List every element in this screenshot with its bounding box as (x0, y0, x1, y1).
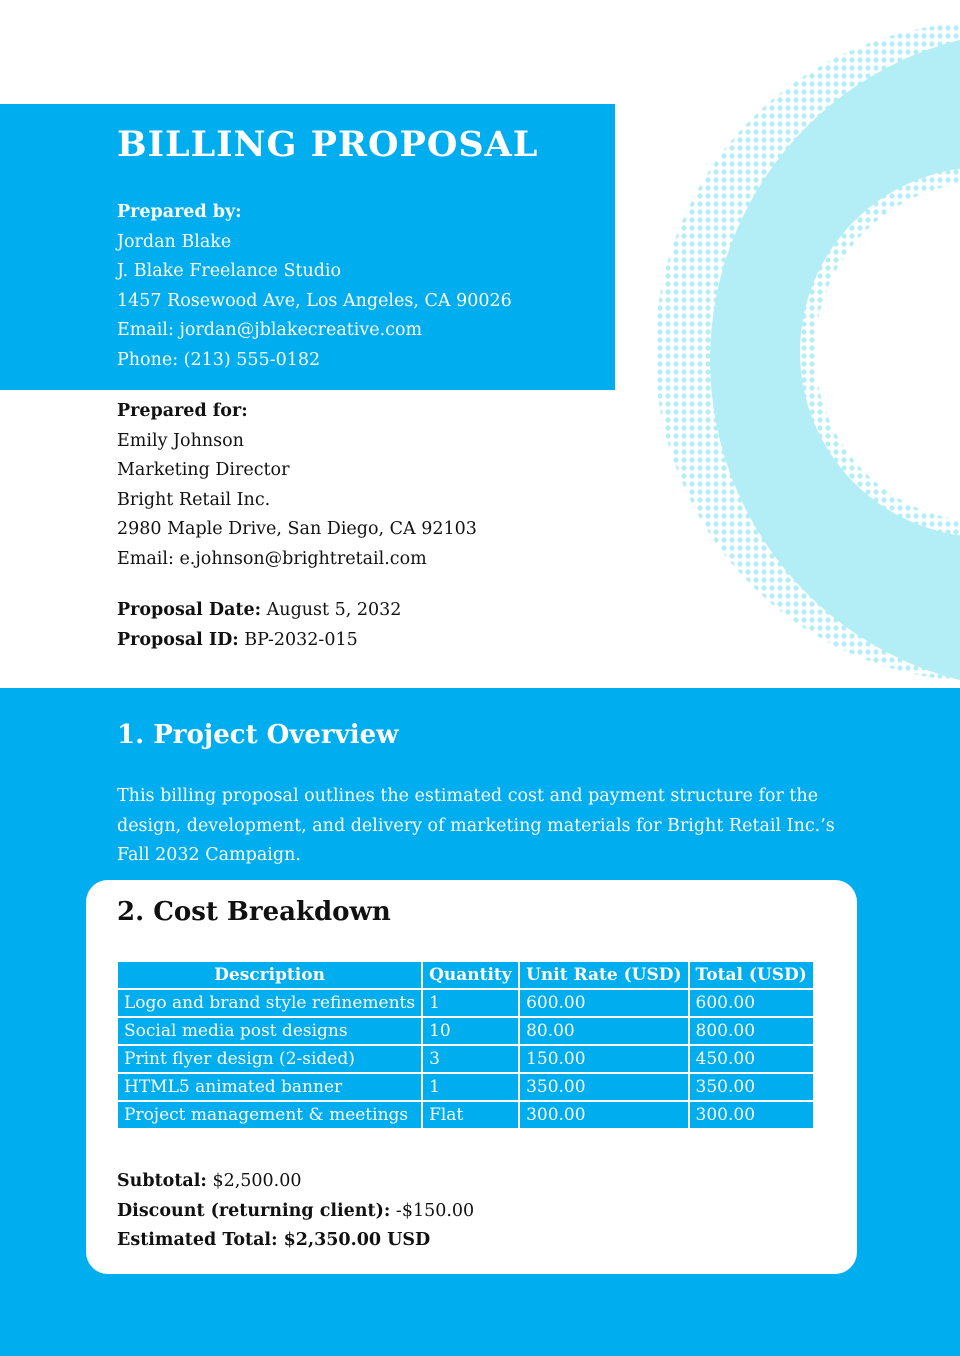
client-company: Bright Retail Inc. (117, 489, 271, 510)
subtotal-line (117, 1167, 474, 1197)
cell-unit-rate: 600.00 (519, 989, 688, 1017)
cell-description: Social media post designs (117, 1017, 422, 1045)
discount-line (117, 1197, 474, 1227)
page-title: BILLING PROPOSAL (117, 124, 539, 165)
proposal-meta (117, 596, 401, 655)
cost-table (116, 960, 815, 1130)
table-row (117, 1017, 814, 1045)
cell-unit-rate: 300.00 (519, 1101, 688, 1129)
table-row (117, 1073, 814, 1101)
proposal-id-value: BP-2032-015 (238, 629, 358, 650)
cell-description: Project management & meetings (117, 1101, 422, 1129)
proposal-id-label: Proposal ID: (117, 629, 239, 650)
client-email: Email: e.johnson@brightretail.com (117, 548, 427, 569)
proposal-date-label: Proposal Date: (117, 600, 262, 620)
discount-value: -$150.00 (390, 1200, 475, 1221)
client-name: Emily Johnson (117, 430, 244, 451)
cell-description: Logo and brand style refinements (117, 989, 422, 1017)
discount-label: Discount (returning client): (117, 1200, 391, 1221)
cell-quantity: 3 (422, 1045, 519, 1073)
col-header-total: Total (USD) (689, 961, 814, 989)
prepared-for-label: Prepared for: (117, 401, 248, 421)
proposal-id (117, 626, 401, 656)
cell-total: 450.00 (689, 1045, 814, 1073)
cell-unit-rate: 350.00 (519, 1073, 688, 1101)
prepared-for-block (117, 397, 477, 574)
cell-total: 300.00 (689, 1101, 814, 1129)
cell-quantity: 1 (422, 1073, 519, 1101)
subtotal-value: $2,500.00 (206, 1171, 302, 1191)
cell-quantity: Flat (422, 1101, 519, 1129)
cell-total: 350.00 (689, 1073, 814, 1101)
col-header-description: Description (117, 961, 422, 989)
prepared-by-label: Prepared by: (117, 202, 242, 222)
sender-address: 1457 Rosewood Ave, Los Angeles, CA 90026 (117, 290, 512, 311)
table-header-row (117, 961, 814, 989)
col-header-unit-rate: Unit Rate (USD) (519, 961, 688, 989)
cell-quantity: 10 (422, 1017, 519, 1045)
overview-heading: 1. Project Overview (117, 720, 399, 750)
sender-name: Jordan Blake (117, 231, 232, 252)
sender-company: J. Blake Freelance Studio (117, 261, 342, 281)
table-row (117, 989, 814, 1017)
cell-unit-rate: 80.00 (519, 1017, 688, 1045)
cell-total: 800.00 (689, 1017, 814, 1045)
overview-text: This billing proposal outlines the estimated cost and payment structure for the design, development, and delivery of marketing materials for Bright Retail Inc.’s Fall 2032 Campaign. (117, 786, 835, 865)
cell-total: 600.00 (689, 989, 814, 1017)
table-row (117, 1101, 814, 1129)
proposal-date (117, 596, 401, 626)
client-address: 2980 Maple Drive, San Diego, CA 92103 (117, 519, 477, 539)
col-header-quantity: Quantity (422, 961, 519, 989)
totals-block (117, 1167, 474, 1256)
proposal-date-value: August 5, 2032 (261, 600, 402, 620)
subtotal-label: Subtotal: (117, 1171, 207, 1191)
cell-quantity: 1 (422, 989, 519, 1017)
cell-unit-rate: 150.00 (519, 1045, 688, 1073)
cell-description: HTML5 animated banner (117, 1073, 422, 1101)
cost-breakdown-heading: 2. Cost Breakdown (117, 897, 391, 927)
table-row (117, 1045, 814, 1073)
cell-description: Print flyer design (2-sided) (117, 1045, 422, 1073)
halftone-ring-decoration (640, 0, 960, 690)
prepared-by-block (117, 198, 512, 375)
estimated-total: Estimated Total: $2,350.00 USD (117, 1230, 431, 1250)
sender-email: Email: jordan@jblakecreative.com (117, 320, 423, 340)
client-title: Marketing Director (117, 460, 290, 480)
sender-phone: Phone: (213) 555-0182 (117, 349, 321, 370)
